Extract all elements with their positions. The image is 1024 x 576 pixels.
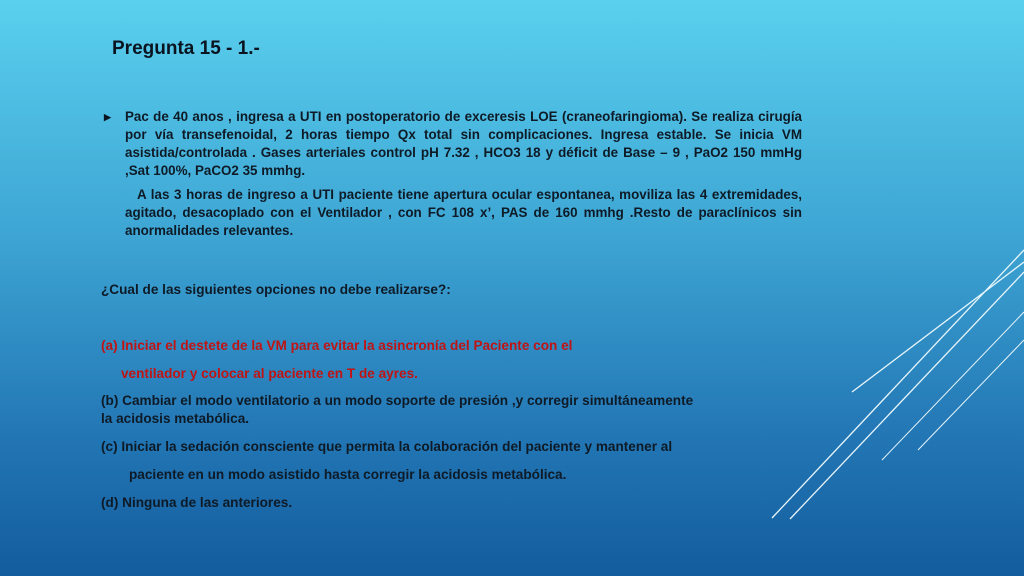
slide-title: Pregunta 15 - 1.-: [112, 38, 260, 59]
bullet-item: [104, 108, 802, 180]
option-b-line-2: la acidosis metabólica.: [101, 411, 250, 426]
option-a-line-1: (a) Iniciar el destete de la VM para evitar la asincronía del Paciente con el: [101, 338, 573, 353]
case-description: [104, 108, 802, 240]
option-b-line-1: (b) Cambiar el modo ventilatorio a un modo soporte de presión ,y corregir simultáneamente: [101, 393, 694, 408]
case-paragraph-1: Pac de 40 anos , ingresa a UTI en postoperatorio de exceresis LOE (craneofaringioma). Se realiza cirugía por vía transefenoidal, 2 horas tiempo Qx total sin complicaciones. Ingresa estable. Se inicia VM asistida/controlada . Gases arteriales control pH 7.32 , HCO3 18 y déficit de Base – 9 , PaO2 150 mmHg ,Sat 100%, PaCO2 35 mmhg.: [125, 109, 802, 178]
option-d-line-1: (d) Ninguna de las anteriores.: [101, 495, 293, 510]
deco-line-2: [790, 272, 1024, 519]
case-paragraph-2: A las 3 horas de ingreso a UTI paciente tiene apertura ocular espontanea, moviliza las 4 extremidades, agitado, desacoplado con el Ventilador , con FC 108 x’, PAS de 160 mmhg .Resto de paraclínicos sin anormalidades relevantes.: [125, 187, 802, 238]
triangle-right-icon: ▶: [104, 112, 111, 122]
deco-line-3: [852, 262, 1024, 392]
option-c-line-1: (c) Iniciar la sedación consciente que permita la colaboración del paciente y mantener al: [101, 439, 673, 454]
deco-line-5: [918, 340, 1024, 450]
question-text: ¿Cual de las siguientes opciones no debe realizarse?:: [101, 282, 451, 297]
deco-line-4: [882, 312, 1024, 460]
option-c-line-2: paciente en un modo asistido hasta corregir la acidosis metabólica.: [129, 467, 567, 482]
option-a-line-2: ventilador y colocar al paciente en T de ayres.: [121, 366, 418, 381]
